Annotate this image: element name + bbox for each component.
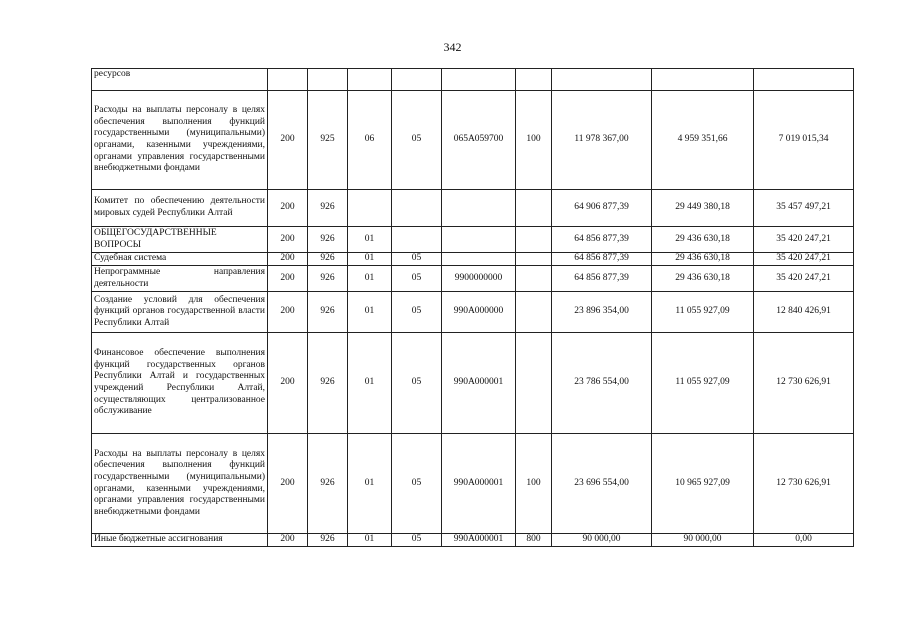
- cell-c5: 065A059700: [442, 91, 516, 190]
- cell-v3: 12 840 426,91: [754, 292, 854, 333]
- cell-v2: 29 436 630,18: [652, 227, 754, 253]
- cell-c6: [516, 190, 552, 227]
- cell-c4: 05: [392, 292, 442, 333]
- cell-c4: 05: [392, 266, 442, 292]
- row-name: Непрограммные направления деятельности: [92, 266, 268, 292]
- table-row: [92, 292, 854, 333]
- cell-c1: 200: [268, 434, 308, 534]
- cell-c5: 990A000001: [442, 534, 516, 547]
- cell-c3: 06: [348, 91, 392, 190]
- cell-c5: 990A000000: [442, 292, 516, 333]
- cell-c4: 05: [392, 91, 442, 190]
- cell-c1: 200: [268, 333, 308, 434]
- cell-c2: 926: [308, 190, 348, 227]
- table-row: [92, 227, 854, 253]
- row-name: Создание условий для обеспечения функций органов государственной власти Республики Алтай: [92, 292, 268, 333]
- cell-c1: 200: [268, 227, 308, 253]
- cell-c3: 01: [348, 266, 392, 292]
- cell-c5: 990A000001: [442, 434, 516, 534]
- cell-v2: [652, 69, 754, 91]
- cell-c4: 05: [392, 434, 442, 534]
- cell-v3: 35 420 247,21: [754, 253, 854, 266]
- cell-c3: 01: [348, 227, 392, 253]
- budget-table: [91, 68, 854, 547]
- table-row: [92, 91, 854, 190]
- cell-v2: 10 965 927,09: [652, 434, 754, 534]
- row-name: Иные бюджетные ассигнования: [92, 534, 268, 547]
- cell-v3: 12 730 626,91: [754, 333, 854, 434]
- cell-c6: [516, 69, 552, 91]
- cell-v1: 23 696 554,00: [552, 434, 652, 534]
- row-name: Судебная система: [92, 253, 268, 266]
- table-row: [92, 69, 854, 91]
- page-number: 342: [443, 40, 462, 54]
- cell-v1: 64 856 877,39: [552, 253, 652, 266]
- cell-v2: 90 000,00: [652, 534, 754, 547]
- cell-c1: 200: [268, 534, 308, 547]
- cell-c4: [392, 227, 442, 253]
- table-row: [92, 333, 854, 434]
- cell-c2: 926: [308, 253, 348, 266]
- table-row: [92, 434, 854, 534]
- cell-c5: [442, 190, 516, 227]
- row-name: Комитет по обеспечению деятельности мировых судей Республики Алтай: [92, 190, 268, 227]
- cell-c5: 9900000000: [442, 266, 516, 292]
- cell-v2: 11 055 927,09: [652, 292, 754, 333]
- row-name: Расходы на выплаты персоналу в целях обеспечения выполнения функций государственными (муниципальными) органами, казенными учреждениями, органами управления государственными внебюджетными фондами: [92, 91, 268, 190]
- cell-v2: 29 449 380,18: [652, 190, 754, 227]
- cell-c1: [268, 69, 308, 91]
- cell-c4: [392, 69, 442, 91]
- cell-c2: [308, 69, 348, 91]
- table-body: [92, 69, 854, 547]
- cell-v3: 0,00: [754, 534, 854, 547]
- cell-c1: 200: [268, 266, 308, 292]
- cell-c3: [348, 190, 392, 227]
- cell-c2: 926: [308, 534, 348, 547]
- cell-c3: 01: [348, 534, 392, 547]
- cell-v2: 29 436 630,18: [652, 266, 754, 292]
- cell-c6: 100: [516, 91, 552, 190]
- cell-v1: 90 000,00: [552, 534, 652, 547]
- cell-v3: 35 420 247,21: [754, 227, 854, 253]
- cell-c6: 800: [516, 534, 552, 547]
- row-name: ОБЩЕГОСУДАРСТВЕННЫЕ ВОПРОСЫ: [92, 227, 268, 253]
- cell-v1: [552, 69, 652, 91]
- cell-v3: [754, 69, 854, 91]
- cell-v1: 23 786 554,00: [552, 333, 652, 434]
- cell-v2: 11 055 927,09: [652, 333, 754, 434]
- cell-c2: 926: [308, 266, 348, 292]
- cell-c4: 05: [392, 253, 442, 266]
- cell-v1: 64 906 877,39: [552, 190, 652, 227]
- cell-v2: 4 959 351,66: [652, 91, 754, 190]
- cell-c6: [516, 253, 552, 266]
- cell-v3: 35 420 247,21: [754, 266, 854, 292]
- cell-c4: 05: [392, 333, 442, 434]
- cell-c4: [392, 190, 442, 227]
- cell-c1: 200: [268, 292, 308, 333]
- cell-v1: 11 978 367,00: [552, 91, 652, 190]
- cell-c2: 926: [308, 227, 348, 253]
- cell-c2: 926: [308, 292, 348, 333]
- cell-v2: 29 436 630,18: [652, 253, 754, 266]
- cell-c5: [442, 69, 516, 91]
- cell-v3: 35 457 497,21: [754, 190, 854, 227]
- cell-c2: 926: [308, 333, 348, 434]
- cell-c3: 01: [348, 333, 392, 434]
- cell-c3: 01: [348, 292, 392, 333]
- cell-v3: 12 730 626,91: [754, 434, 854, 534]
- cell-c5: [442, 253, 516, 266]
- cell-v1: 64 856 877,39: [552, 227, 652, 253]
- cell-c3: 01: [348, 434, 392, 534]
- cell-c1: 200: [268, 190, 308, 227]
- cell-v1: 23 896 354,00: [552, 292, 652, 333]
- table-row: [92, 253, 854, 266]
- cell-c6: 100: [516, 434, 552, 534]
- cell-c5: [442, 227, 516, 253]
- table-row: [92, 190, 854, 227]
- row-name: ресурсов: [92, 69, 268, 91]
- cell-c4: 05: [392, 534, 442, 547]
- row-name: Расходы на выплаты персоналу в целях обеспечения выполнения функций государственными (муниципальными) органами, казенными учреждениями, органами управления государственными внебюджетными фондами: [92, 434, 268, 534]
- cell-v1: 64 856 877,39: [552, 266, 652, 292]
- cell-v3: 7 019 015,34: [754, 91, 854, 190]
- cell-c3: 01: [348, 253, 392, 266]
- cell-c6: [516, 292, 552, 333]
- cell-c6: [516, 266, 552, 292]
- cell-c5: 990A000001: [442, 333, 516, 434]
- cell-c6: [516, 227, 552, 253]
- row-name: Финансовое обеспечение выполнения функций государственных органов Республики Алтай и государственных учреждений Республики Алтай, осуществляющих централизованное обслуживание: [92, 333, 268, 434]
- cell-c3: [348, 69, 392, 91]
- cell-c2: 925: [308, 91, 348, 190]
- cell-c6: [516, 333, 552, 434]
- cell-c1: 200: [268, 253, 308, 266]
- cell-c1: 200: [268, 91, 308, 190]
- table-row: [92, 266, 854, 292]
- table-row: [92, 534, 854, 547]
- cell-c2: 926: [308, 434, 348, 534]
